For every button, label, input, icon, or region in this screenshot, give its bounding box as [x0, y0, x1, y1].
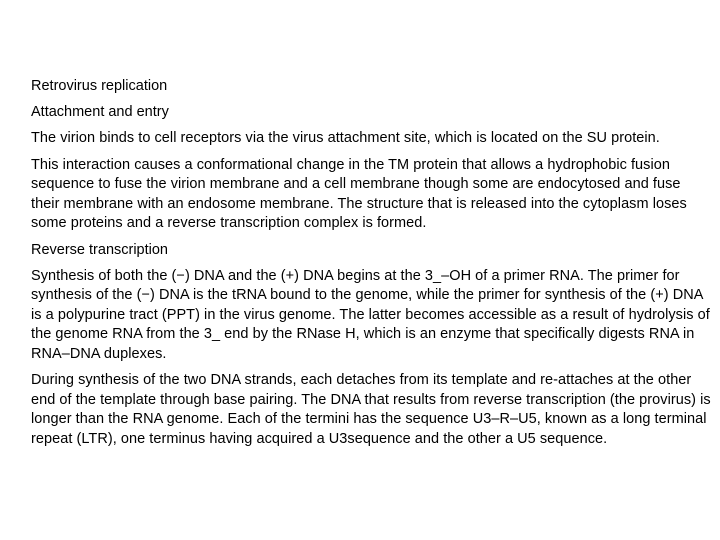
paragraph-reverse-transcription-1: Synthesis of both the (−) DNA and the (+) DNA begins at the 3_–OH of a primer RNA. The primer for synthesis of the (−) DNA is the tRNA bound to the genome, while the primer for synthesis of the (+) DNA is a polypurine tract (PPT) in the virus genome. The latter becomes accessible as a result of hydrolysis of the genome RNA from the 3_ end by the RNase H, which is an enzyme that specifically digests RNA in RNA–DNA duplexes.	[31, 267, 710, 362]
paragraph-attachment-2: This interaction causes a conformational change in the TM protein that allows a hydrophobic fusion sequence to fuse the virion membrane and a cell membrane though some are endocytosed and fuse their membrane with an endosome membrane. The structure that is released into the cytoplasm loses some proteins and a reverse transcription complex is formed.	[31, 156, 687, 231]
paragraph-attachment-1: The virion binds to cell receptors via the virus attachment site, which is located on the SU protein.	[31, 130, 660, 146]
section-heading-reverse-transcription: Reverse transcription	[31, 241, 168, 258]
paragraph-reverse-transcription-2: During synthesis of the two DNA strands, each detaches from its template and re-attaches at the other end of the template through base pairing. The DNA that results from reverse transcription (the provirus) is longer than the RNA genome. Each of the termini has the sequence U3–R–U5, known as a long terminal repeat (LTR), one terminus having acquired a U3sequence and the other a U5 sequence.	[31, 372, 711, 447]
page-title: Retrovirus replication	[31, 78, 168, 94]
document-body	[31, 77, 713, 456]
section-heading-attachment: Attachment and entry	[31, 104, 169, 120]
